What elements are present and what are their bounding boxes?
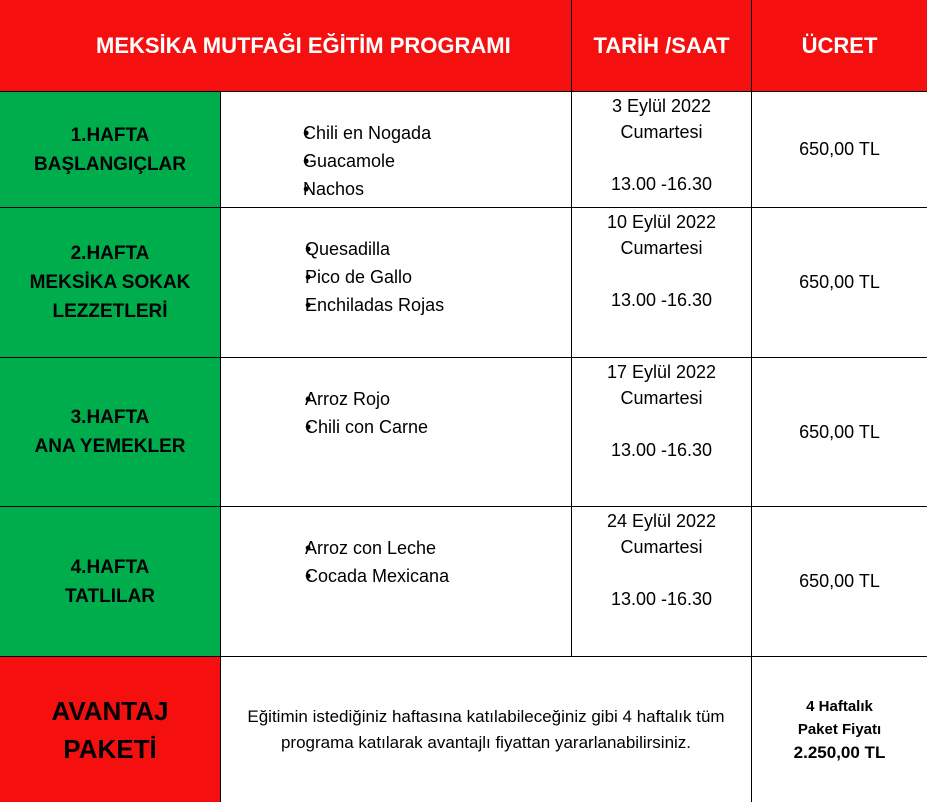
day-text: Cumartesi (620, 388, 703, 408)
week-3-date (572, 358, 752, 507)
week-number: 2.HAFTA (70, 243, 150, 264)
package-price-label: 4 Haftalık (806, 698, 873, 715)
week-1-label (0, 92, 221, 208)
menu-item: • Pico de Gallo (267, 263, 571, 291)
week-number: 4.HAFTA (70, 556, 150, 578)
week-4-menu (221, 507, 572, 657)
week-topic: ANA YEMEKLER (34, 436, 186, 457)
menu-list (267, 385, 571, 441)
week-topic: TATLILAR (64, 585, 156, 607)
menu-list (267, 235, 571, 319)
menu-list (269, 119, 571, 203)
week-2-menu (221, 208, 572, 358)
day-text: Cumartesi (620, 537, 703, 557)
week-3-label (0, 358, 221, 507)
week-3-price: 650,00 TL (752, 358, 927, 507)
menu-item: • Arroz Rojo (267, 385, 571, 413)
week-2-label (0, 208, 221, 358)
week-1-date (572, 92, 752, 208)
menu-item: • Cocada Mexicana (267, 562, 571, 590)
menu-item: • Chili con Carne (267, 413, 571, 441)
advantage-package-label (0, 657, 221, 802)
advantage-text: Eğitimin istediğiniz haftasına katılabileceğiniz gibi 4 haftalık tüm programa katılarak avantajlı fiyattan yararlanabilirsiniz. (247, 706, 725, 752)
week-4-label (0, 507, 221, 657)
week-4-price: 650,00 TL (752, 507, 927, 657)
week-1-price: 650,00 TL (752, 92, 927, 208)
package-price-value: 2.250,00 TL (793, 743, 886, 762)
date-text: 24 Eylül 2022 (606, 511, 717, 531)
week-2-price: 650,00 TL (752, 208, 927, 358)
date-text: 10 Eylül 2022 (606, 212, 717, 232)
week-topic: MEKSİKA SOKAK (29, 272, 191, 293)
price-column-header: ÜCRET (752, 0, 927, 92)
date-column-header: TARİH /SAAT (572, 0, 752, 92)
package-price (752, 657, 927, 802)
time-text: 13.00 -16.30 (610, 290, 713, 310)
week-2-date (572, 208, 752, 358)
menu-item: • Guacamole (269, 147, 571, 175)
week-topic: BAŞLANGIÇLAR (34, 153, 186, 175)
menu-item: • Nachos (269, 175, 571, 203)
time-text: 13.00 -16.30 (610, 174, 713, 194)
menu-list (267, 534, 571, 590)
week-4-date (572, 507, 752, 657)
date-text: 3 Eylül 2022 (611, 96, 712, 116)
week-number: 3.HAFTA (70, 407, 150, 428)
menu-item: • Enchiladas Rojas (267, 291, 571, 319)
advantage-label-line: AVANTAJ (51, 695, 169, 726)
day-text: Cumartesi (620, 122, 703, 142)
week-number: 1.HAFTA (70, 124, 150, 146)
time-text: 13.00 -16.30 (610, 589, 713, 609)
package-price-label: Paket Fiyatı (797, 721, 882, 738)
week-1-menu (221, 92, 572, 208)
week-3-menu (221, 358, 572, 507)
menu-item: • Quesadilla (267, 235, 571, 263)
advantage-description (221, 657, 752, 802)
menu-item: • Arroz con Leche (267, 534, 571, 562)
advantage-label-line: PAKETİ (63, 733, 157, 764)
menu-item: • Chili en Nogada (269, 119, 571, 147)
week-topic: LEZZETLERİ (52, 301, 168, 322)
day-text: Cumartesi (620, 238, 703, 258)
date-text: 17 Eylül 2022 (606, 362, 717, 382)
table-title: MEKSİKA MUTFAĞI EĞİTİM PROGRAMI (0, 0, 572, 92)
time-text: 13.00 -16.30 (610, 440, 713, 460)
